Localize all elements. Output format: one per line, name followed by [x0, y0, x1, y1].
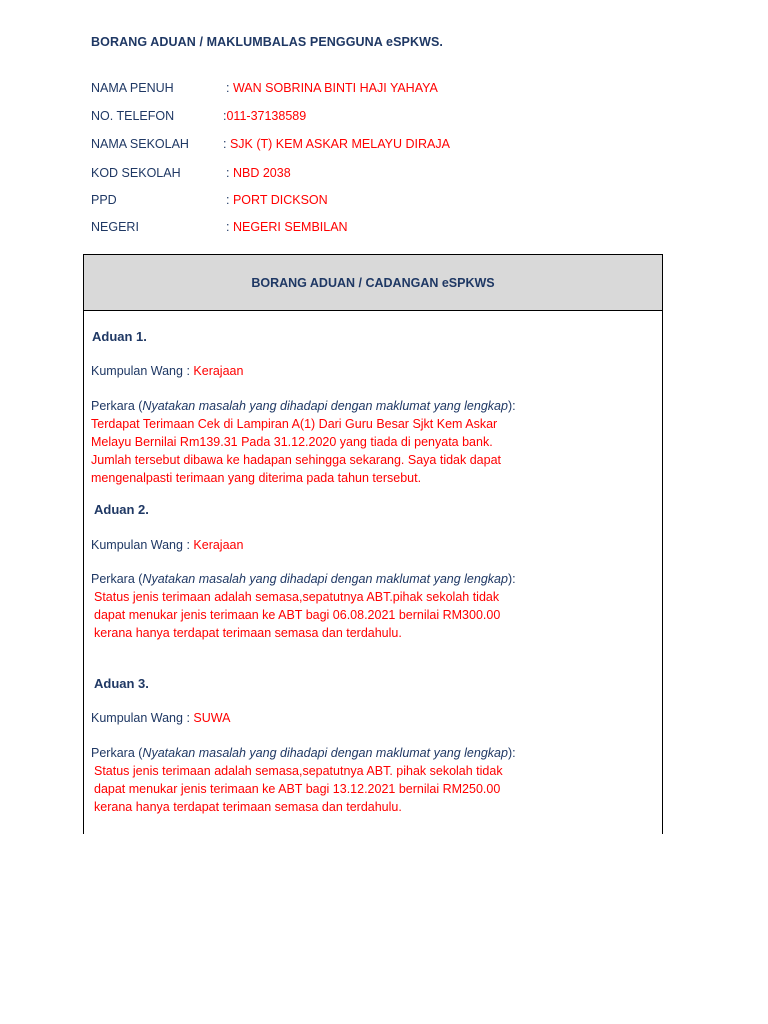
description-line: Jumlah tersebut dibawa ke hadapan sehingga sekarang. Saya tidak dapat	[91, 453, 502, 467]
description-line: Status jenis terimaan adalah semasa,sepatutnya ABT.pihak sekolah tidak	[94, 590, 500, 604]
perkara-hint: Nyatakan masalah yang dihadapi dengan maklumat yang lengkap	[142, 572, 508, 586]
complaint-description	[94, 588, 500, 642]
fund-value: SUWA	[193, 711, 231, 725]
info-separator: :	[226, 220, 230, 234]
perkara-hint: Nyatakan masalah yang dihadapi dengan maklumat yang lengkap	[142, 746, 508, 760]
info-label: PPD	[91, 193, 117, 207]
perkara-label: Perkara	[91, 746, 135, 760]
info-separator: :	[223, 109, 227, 123]
perkara-row: Perkara (Nyatakan masalah yang dihadapi dengan maklumat yang lengkap):	[91, 572, 516, 586]
info-label: KOD SEKOLAH	[91, 166, 181, 180]
perkara-label: Perkara	[91, 572, 135, 586]
info-value-text: SJK (T) KEM ASKAR MELAYU DIRAJA	[229, 137, 450, 151]
description-line: kerana hanya terdapat terimaan semasa dan terdahulu.	[94, 800, 402, 814]
info-separator: :	[226, 81, 230, 95]
fund-label: Kumpulan Wang	[91, 538, 183, 552]
complaint-form-box	[83, 254, 663, 834]
description-line: Melayu Bernilai Rm139.31 Pada 31.12.2020 yang tiada di penyata bank.	[91, 435, 493, 449]
fund-value: Kerajaan	[193, 538, 244, 552]
fund-label: Kumpulan Wang	[91, 711, 183, 725]
complaint-title: Aduan 3.	[94, 676, 149, 691]
description-line: dapat menukar jenis terimaan ke ABT bagi 13.12.2021 bernilai RM250.00	[94, 782, 501, 796]
fund-value: Kerajaan	[193, 364, 244, 378]
info-value	[226, 220, 348, 234]
perkara-row: Perkara (Nyatakan masalah yang dihadapi dengan maklumat yang lengkap):	[91, 746, 516, 760]
info-value	[226, 193, 328, 207]
info-label: NAMA PENUH	[91, 81, 174, 95]
info-value	[223, 109, 306, 123]
info-value	[226, 166, 291, 180]
info-separator: :	[226, 166, 230, 180]
fund-row	[91, 711, 230, 725]
perkara-row: Perkara (Nyatakan masalah yang dihadapi dengan maklumat yang lengkap):	[91, 399, 516, 413]
complaint-description	[91, 415, 501, 487]
perkara-hint: Nyatakan masalah yang dihadapi dengan maklumat yang lengkap	[142, 399, 508, 413]
complaint-description	[94, 762, 503, 816]
info-value	[223, 137, 450, 151]
description-line: Terdapat Terimaan Cek di Lampiran A(1) Dari Guru Besar Sjkt Kem Askar	[91, 417, 498, 431]
info-separator: :	[226, 193, 230, 207]
fund-separator: :	[186, 364, 190, 378]
info-value-text: WAN SOBRINA BINTI HAJI YAHAYA	[232, 81, 438, 95]
info-value-text: NEGERI SEMBILAN	[232, 220, 348, 234]
info-value-text: PORT DICKSON	[232, 193, 328, 207]
info-value-text: 011-37138589	[226, 109, 307, 123]
form-header: BORANG ADUAN / CADANGAN eSPKWS	[84, 255, 662, 311]
doc-title: BORANG ADUAN / MAKLUMBALAS PENGGUNA eSPKWS.	[91, 35, 443, 49]
fund-separator: :	[186, 538, 190, 552]
description-line: kerana hanya terdapat terimaan semasa dan terdahulu.	[94, 626, 402, 640]
fund-row	[91, 364, 243, 378]
info-value-text: NBD 2038	[232, 166, 291, 180]
info-value	[226, 81, 438, 95]
info-label: NAMA SEKOLAH	[91, 137, 189, 151]
info-label: NO. TELEFON	[91, 109, 175, 123]
info-separator: :	[223, 137, 227, 151]
complaint-title: Aduan 2.	[94, 502, 149, 517]
fund-separator: :	[186, 711, 190, 725]
description-line: mengenalpasti terimaan yang diterima pada tahun tersebut.	[91, 471, 422, 485]
fund-label: Kumpulan Wang	[91, 364, 183, 378]
description-line: Status jenis terimaan adalah semasa,sepatutnya ABT. pihak sekolah tidak	[94, 764, 503, 778]
fund-row	[91, 538, 243, 552]
info-label: NEGERI	[91, 220, 139, 234]
description-line: dapat menukar jenis terimaan ke ABT bagi 06.08.2021 bernilai RM300.00	[94, 608, 501, 622]
perkara-label: Perkara	[91, 399, 135, 413]
complaint-title: Aduan 1.	[92, 329, 147, 344]
